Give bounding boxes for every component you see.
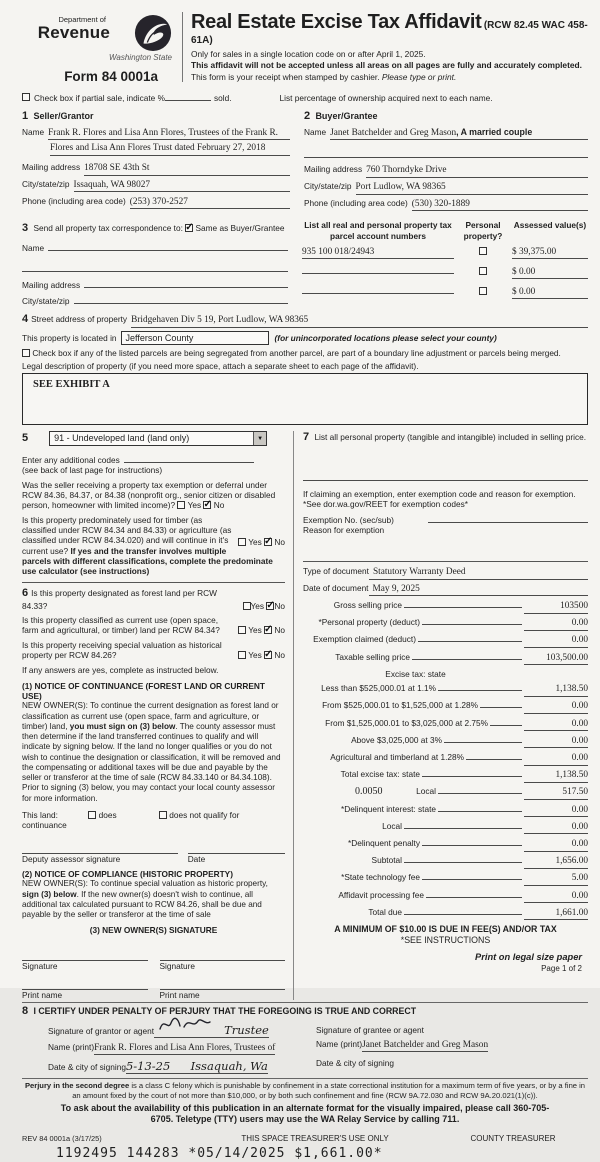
subtitle-3: This form is your receipt when stamped by cashier.: [191, 71, 382, 82]
subtitle-3-italic: Please type or print.: [381, 71, 457, 82]
exemption-no-blank[interactable]: [428, 513, 588, 523]
seller-mailing-label: Mailing address: [22, 161, 81, 172]
if-yes-instruction: If any answers are yes, complete as instructed below.: [22, 665, 219, 676]
ownership-note: List percentage of ownership acquired next to each name.: [279, 93, 493, 104]
parcel-number: [302, 284, 454, 294]
no-label: No: [274, 600, 285, 611]
no-label: No: [213, 500, 225, 511]
deputy-date-label: Date: [187, 853, 206, 864]
section-2-number: 2: [304, 109, 311, 122]
perjury-bold: Perjury in the second degree: [24, 1081, 130, 1091]
current-use-question-text: Is this property classified as current use (open space, farm and agricultural, or timber) land per RCW 84.34?: [22, 614, 220, 636]
deputy-signature-label: Deputy assessor signature: [22, 853, 121, 864]
type-of-document-label: Type of document: [303, 566, 369, 577]
current-use-no-checkbox[interactable]: [264, 626, 272, 634]
perjury-rest: is a class C felony which is punishable by confinement in a state correctional institution for a maximum term of five years, or by a fine in an amount fixed by the court of not more than $10,000, or by both such confinement and fine (RCW 9A.72.030 and RCW 9A.20.021(1)(c)).: [72, 1081, 586, 1100]
fee-label: *State technology fee: [341, 872, 420, 883]
new-owner-signature-title: (3) NEW OWNER(S) SIGNATURE: [89, 925, 218, 936]
notice-continuance-title: (1) NOTICE OF CONTINUANCE (FOREST LAND OR CURRENT USE): [22, 680, 265, 702]
fee-label: From $1,525,000.01 to $3,025,000 at 2.75%: [325, 717, 488, 728]
certify-statement: I CERTIFY UNDER PENALTY OF PERJURY THAT THE FOREGOING IS TRUE AND CORRECT: [33, 1006, 417, 1017]
grantor-signature-text: Trustee: [224, 1022, 269, 1037]
buyer-name-value: Janet Batchelder and Greg Mason: [330, 127, 457, 138]
grantee-date-label: Date & city of signing: [316, 1057, 394, 1068]
seller-phone-value: (253) 370-2527: [130, 197, 290, 210]
buyer-heading: Buyer/Grantee: [315, 110, 378, 121]
fee-value: 103500: [524, 601, 588, 614]
forest-question-text: Is this property designated as forest land per RCW 84.33?: [22, 587, 217, 611]
corr-blank-line: [22, 262, 288, 272]
dept-of-label: Department of: [58, 15, 106, 24]
notice2-text-b: . If the new owner(s) doesn't wish to continue, all additional tax calculated pursuant to RCW 84.26, shall be due and payable by the seller or transferor at the time of sale: [22, 889, 262, 920]
date-of-document-value: May 9, 2025: [369, 584, 589, 597]
section-7-number: 7: [303, 430, 310, 443]
page-indicator: Page 1 of 2: [541, 964, 582, 973]
seller-section: [22, 110, 290, 212]
located-in-label: This property is located in: [22, 332, 117, 343]
fee-label: Local: [382, 820, 402, 831]
grantor-city-value: Issaquah, Wa: [190, 1058, 268, 1073]
reason-for-exemption-label: Reason for exemption: [303, 524, 385, 535]
grantee-name-value: Janet Batchelder and Greg Mason: [362, 1040, 488, 1053]
yes-label: Yes: [248, 650, 262, 661]
no-label: No: [274, 536, 285, 547]
grantor-name-label: Name (print): [48, 1041, 95, 1052]
does-not-label: does not qualify for: [169, 809, 240, 820]
fee-label: Taxable selling price: [335, 651, 410, 662]
timber-question-bold: If yes and the transfer involves multiple parcels with different classifications, complete the predominate use calculator (see instructions): [22, 545, 273, 577]
notice-continuance-body: [22, 701, 285, 804]
does-label: does: [98, 809, 117, 820]
fee-value: 1,138.50: [524, 684, 588, 697]
signature-label: Signature: [159, 960, 196, 971]
subtitle-1: Only for sales in a single location code on or after April 1, 2025.: [191, 48, 426, 59]
partial-percent-blank[interactable]: [165, 91, 211, 101]
fee-value: 1,656.00: [524, 856, 588, 869]
yes-label: Yes: [248, 625, 262, 636]
section-6-number: 6: [22, 586, 29, 599]
notice1-bold: you must sign on (3) below: [69, 721, 176, 731]
fee-label: Above $3,025,000 at 3%: [351, 734, 442, 745]
no-label: No: [274, 625, 285, 636]
fee-value: 0.00: [524, 736, 588, 749]
form-rcw: (RCW 82.45 WAC 458-61A): [191, 20, 588, 46]
timber-no-checkbox[interactable]: [264, 538, 272, 546]
continuance-label: continuance: [22, 820, 67, 831]
certification-section: [22, 1002, 588, 1074]
corr-city-blank: [74, 294, 289, 304]
additional-codes-blank[interactable]: [124, 453, 254, 463]
personal-property-intro: List all personal property (tangible and intangible) included in selling price.: [314, 431, 587, 442]
buyer-city-label: City/state/zip: [304, 180, 352, 191]
exemption-question: [22, 480, 285, 511]
seller-phone-label: Phone (including area code): [22, 195, 126, 206]
print-legal-note: Print on legal size paper: [475, 952, 582, 963]
parcel-col-header: List all real and personal property tax parcel account numbers: [304, 220, 452, 241]
fee-label: Affidavit processing fee: [338, 889, 424, 900]
signature-label: Signature: [22, 960, 58, 971]
notice-compliance-body: [22, 879, 285, 920]
header-divider: [182, 12, 183, 82]
fee-label: *Personal property (deduct): [318, 617, 420, 628]
revenue-logo-block: [22, 8, 172, 86]
new-owner-printname-blank-2[interactable]: [160, 979, 286, 990]
personal-property-col-header: Personal property?: [463, 220, 503, 241]
historic-no-checkbox[interactable]: [264, 651, 272, 659]
land-does-not-checkbox[interactable]: [159, 811, 167, 819]
section-5-number: 5: [22, 431, 29, 444]
legal-description-box: [22, 373, 588, 425]
new-owner-signature-blank-2[interactable]: [160, 950, 286, 961]
seller-name-label: Name: [22, 126, 45, 137]
fee-label: Gross selling price: [333, 600, 402, 611]
fee-label: Exemption claimed (deduct): [313, 634, 416, 645]
correspondence-label: Send all property tax correspondence to:: [33, 223, 183, 234]
deputy-date-blank[interactable]: [188, 843, 285, 854]
corr-mailing-blank: [84, 278, 288, 288]
deputy-signature-blank[interactable]: [22, 843, 178, 854]
notice-compliance-title: (2) NOTICE OF COMPLIANCE (HISTORIC PROPERTY): [22, 869, 233, 880]
county-field[interactable]: Jefferson County: [121, 331, 269, 345]
same-as-buyer-checkbox[interactable]: [185, 224, 193, 232]
parcel-table: [302, 218, 588, 306]
fee-label: Agricultural and timberland at 1.28%: [330, 752, 464, 763]
fee-value: 0.00: [524, 635, 588, 648]
exemption-note: If claiming an exemption, enter exemption code and reason for exemption. *See dor.wa.gov/REET for exemption codes*: [303, 488, 576, 509]
fee-label: Total due: [368, 906, 402, 917]
seller-name-line2: Flores and Lisa Ann Flores Trust dated February 27, 2018: [50, 143, 290, 156]
seller-heading: Seller/Grantor: [33, 110, 94, 121]
print-name-label: Print name: [159, 990, 200, 1001]
excise-tax-state-header: Excise tax: state: [385, 669, 446, 680]
notice2-bold: sign (3) below: [22, 889, 77, 899]
timber-question-text: Is this property predominately used for timber (as classified under RCW 84.34 and 84.33) or agriculture (as classified under RCW 84.34.020) and will continue in it's current use?: [22, 514, 232, 556]
personal-property-checkbox-1[interactable]: [479, 247, 487, 255]
grantor-date-label: Date & city of signing: [48, 1061, 126, 1072]
new-owner-signature-blank-1[interactable]: [22, 950, 148, 961]
notice1-text-a: NEW OWNER(S): To continue the current designation as forest land or classification as current use (open space, farm and agriculture, or timber) land,: [22, 701, 279, 731]
segregated-label: Check box if any of the listed parcels are being segregated from another parcel, are part of a boundary line adjustment or parcels being merged.: [32, 348, 561, 359]
fee-label: *Delinquent interest: state: [340, 803, 436, 814]
notice2-text-a: NEW OWNER(S): To continue special valuation as historic property,: [22, 879, 268, 889]
current-use-question: [22, 615, 285, 636]
perjury-notice: [22, 1078, 588, 1100]
parcel-number: 935 100 018/24943: [302, 247, 454, 260]
tax-correspondence-section: [22, 218, 288, 306]
parcel-row: [302, 246, 588, 260]
personal-property-section: [294, 431, 588, 1001]
corr-name-blank: [48, 241, 288, 251]
segregated-checkbox[interactable]: [22, 349, 30, 357]
land-does-checkbox[interactable]: [88, 811, 96, 819]
fee-label: Total excise tax: state: [340, 769, 420, 780]
exemption-no-checkbox[interactable]: [203, 501, 211, 509]
fee-value: 517.50: [524, 787, 588, 800]
historic-question: [22, 640, 285, 661]
sold-label: sold.: [213, 93, 232, 104]
fee-value: 0.00: [524, 839, 588, 852]
historic-question-text: Is this property receiving special valuation as historical property per RCW 84.26?: [22, 639, 222, 661]
fee-label: Less than $525,000.01 at 1.1%: [321, 683, 436, 694]
yes-label: Yes: [187, 500, 202, 511]
street-address-value: Bridgehaven Div 5 19, Port Ludlow, WA 98365: [131, 315, 588, 328]
forest-yes-checkbox[interactable]: [243, 602, 251, 610]
revenue-logo-icon: [134, 12, 172, 54]
timber-yes-checkbox[interactable]: [238, 538, 246, 546]
this-land-label: This land:: [22, 809, 58, 820]
grantee-signature-label: Signature of grantee or agent: [316, 1024, 424, 1035]
rev-number: REV 84 0001a (3/17/25): [22, 1133, 102, 1143]
exemption-no-label: Exemption No. (sec/sub): [303, 514, 394, 525]
assessed-value: $ 0.00: [512, 267, 588, 280]
fee-value: 1,138.50: [524, 770, 588, 783]
fee-label: *Delinquent penalty: [348, 838, 420, 849]
fee-value: 0.00: [524, 701, 588, 714]
parcel-row: [302, 284, 588, 300]
yes-label: Yes: [248, 536, 262, 547]
fee-value: 0.00: [524, 891, 588, 904]
fee-value: 0.00: [524, 753, 588, 766]
see-instructions-note: *SEE INSTRUCTIONS: [400, 935, 491, 946]
seller-city-label: City/state/zip: [22, 178, 70, 189]
buyer-city-value: Port Ludlow, WA 98365: [356, 182, 589, 195]
subtitle-2: This affidavit will not be accepted unless all areas on all pages are fully and accurately completed.: [191, 60, 582, 70]
property-address-section: [22, 313, 588, 425]
land-use-dropdown[interactable]: [49, 431, 267, 446]
grantor-date-value: 5-13-25: [125, 1058, 171, 1073]
county-treasurer-label: COUNTY TREASURER: [470, 1133, 556, 1143]
forest-land-question: [22, 587, 285, 611]
accessibility-notice: To ask about the availability of this publication in an alternate format for the visually impaired, please call 360-705-6705. Teletype (TTY) users may use the WA Relay Service by calling 711.: [60, 1103, 550, 1125]
land-use-value: 91 - Undeveloped land (land only): [54, 433, 190, 444]
fee-value: 103,500.00: [524, 653, 588, 666]
seller-city-value: Issaquah, WA 98027: [74, 180, 291, 193]
corr-name-label: Name: [22, 243, 45, 254]
buyer-mailing-label: Mailing address: [304, 164, 363, 175]
this-land-row: [22, 810, 285, 820]
fee-value: 1,661.00: [524, 908, 588, 921]
fee-value: 5.00: [524, 873, 588, 886]
codes-note: (see back of last page for instructions): [22, 465, 163, 476]
current-use-yes-checkbox[interactable]: [238, 626, 246, 634]
legal-description-value: SEE EXHIBIT A: [33, 378, 110, 390]
form-title: Real Estate Excise Tax Affidavit: [191, 11, 482, 33]
fee-value: 0.00: [524, 618, 588, 631]
section-divider: [22, 582, 285, 583]
yes-label: Yes: [250, 600, 265, 611]
new-owner-printname-blank-1[interactable]: [22, 979, 148, 990]
historic-yes-checkbox[interactable]: [238, 651, 246, 659]
partial-sale-checkbox[interactable]: [22, 93, 30, 101]
form-number: Form 84 0001a: [64, 69, 158, 85]
corr-city-label: City/state/zip: [22, 296, 70, 306]
minimum-due-note: A MINIMUM OF $10.00 IS DUE IN FEE(S) AND/OR TAX: [334, 924, 557, 935]
section-divider: [303, 561, 588, 562]
print-name-label: Print name: [22, 990, 63, 1001]
corr-mailing-label: Mailing address: [22, 280, 81, 291]
grantee-name-label: Name (print): [316, 1038, 363, 1049]
fee-label: Subtotal: [371, 855, 402, 866]
forest-no-checkbox[interactable]: [266, 602, 274, 610]
local-rate-value: 0.0050: [355, 786, 383, 798]
washington-state-label: Washington State: [108, 53, 172, 63]
section-4-number: 4: [22, 313, 29, 326]
fee-value: 0.00: [524, 822, 588, 835]
section-1-number: 1: [22, 109, 29, 122]
land-use-section: [22, 431, 294, 1001]
treasurer-stamp: 1192495 144283 *05/14/2025 $1,661.00*: [56, 1145, 383, 1161]
form-header: [22, 8, 588, 86]
fee-value: 0.00: [524, 719, 588, 732]
personal-property-checkbox-3[interactable]: [479, 287, 487, 295]
no-label: No: [274, 650, 285, 661]
buyer-mailing-value: 760 Thorndyke Drive: [366, 165, 588, 178]
personal-property-blank-line[interactable]: [303, 471, 588, 481]
fee-value: 0.00: [524, 805, 588, 818]
notice1-text-b: . The county assessor must then determine if the land transferred continues to qualify and will indicate by signing below. If the land no longer qualifies or you do not wish to continue the designation or classification, it will be removed and the compensating or additional taxes will be due and payable by the seller or transferor at the time of sale (RCW 84.33.140 or 84.34.108). Prior to signing (3) below, you may contact your local county assessor for more information.: [22, 721, 281, 803]
additional-codes-label: Enter any additional codes: [22, 454, 120, 465]
county-note: (for unincorporated locations please select your county): [274, 332, 497, 343]
treasurer-use-label: THIS SPACE TREASURER'S USE ONLY: [241, 1133, 389, 1143]
parcel-row: [302, 264, 588, 280]
section-3-number: 3: [22, 222, 29, 235]
grantor-signature-label: Signature of grantor or agent: [48, 1025, 155, 1036]
same-as-buyer-label: Same as Buyer/Grantee: [195, 223, 285, 234]
exemption-yes-checkbox[interactable]: [177, 501, 185, 509]
revenue-wordmark: Revenue: [37, 23, 110, 43]
buyer-phone-value: (530) 320-1889: [412, 199, 588, 212]
fee-label: Local: [416, 786, 436, 797]
buyer-phone-label: Phone (including area code): [304, 197, 408, 208]
type-of-document-value: Statutory Warranty Deed: [369, 567, 588, 580]
assessed-value: $ 0.00: [512, 287, 588, 300]
street-address-label: Street address of property: [31, 314, 128, 325]
assessed-value-col-header: Assessed value(s): [513, 220, 587, 231]
buyer-name-label: Name: [304, 126, 327, 137]
fee-label: From $525,000.01 to $1,525,000 at 1.28%: [322, 700, 478, 711]
personal-property-checkbox-2[interactable]: [479, 267, 487, 275]
chevron-down-icon[interactable]: ▼: [253, 432, 266, 445]
timber-question: [22, 515, 285, 577]
partial-sale-label: Check box if partial sale, indicate %: [34, 93, 165, 104]
section-8-number: 8: [22, 1005, 29, 1018]
buyer-section: [304, 110, 588, 212]
buyer-name-bold: , A married couple: [456, 126, 533, 137]
signature-scribble: [156, 1015, 220, 1035]
parcel-number: [302, 264, 454, 274]
seller-mailing-value: 18708 SE 43th St: [84, 163, 290, 176]
grantor-name-value: Frank R. Flores and Lisa Ann Flores, Trustees of: [94, 1043, 275, 1056]
exemption-question-text: Was the seller receiving a property tax exemption or deferral under RCW 84.36, 84.37, or 84.38 (nonprofit org., senior citizen or disabled person, homeowner with limited income)?: [22, 479, 276, 511]
assessed-value: $ 39,375.00: [512, 247, 588, 260]
legal-description-label: Legal description of property (if you need more space, attach a separate sheet to each page of the affidavit).: [22, 360, 419, 371]
date-of-document-label: Date of document: [303, 582, 369, 593]
seller-name-line1: Frank R. Flores and Lisa Ann Flores, Trustees of the Frank R.: [48, 128, 290, 141]
buyer-name-blank-line: [304, 148, 588, 158]
